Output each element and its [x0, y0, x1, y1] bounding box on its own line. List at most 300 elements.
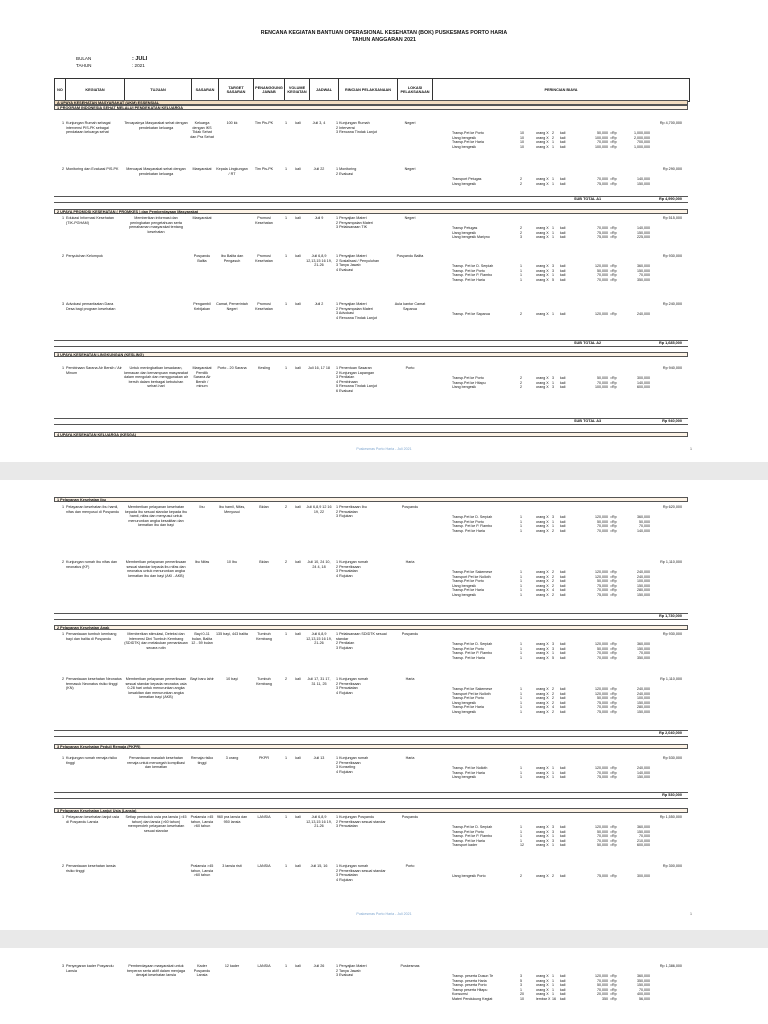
row-kegiatan: Pemantauan tumbuh kembang bayi dan balita di Posyandu	[66, 632, 117, 641]
row-satuan: kali	[295, 302, 301, 306]
cost-line	[452, 235, 682, 240]
row-jumlah: Rp 940,000	[662, 366, 682, 370]
cost-cell: 70,000	[597, 380, 608, 385]
cost-cell: Rp	[612, 651, 617, 656]
row-jadwal: Juli 6,8,9 12,13,15 16 19, 21-26	[306, 254, 332, 268]
cost-cell: 350,000	[637, 277, 650, 282]
cost-cell: Transp. Pet ke Haria	[452, 655, 485, 660]
cost-cell: Transp. peserta Dusun Te	[452, 974, 494, 978]
row-satuan: kali	[295, 505, 301, 509]
cost-cell: 1	[520, 987, 522, 992]
row-volume: 1	[284, 632, 288, 636]
cost-cell: Transp. Pet ke Porto	[452, 268, 485, 273]
col-jadwal: JADWAL	[310, 79, 339, 101]
cost-cell: 50,000	[597, 646, 608, 651]
cost-breakdown	[452, 131, 682, 149]
row-no: 2	[61, 864, 64, 868]
cost-cell: 50,000	[597, 131, 608, 135]
cost-cell: Rp	[612, 705, 617, 710]
cost-cell: 1	[552, 987, 554, 992]
row-jumlah: Rp 515,000	[662, 216, 682, 220]
row-tujuan: Tercapainya Masyarakat sehat dengan pendekatan keluarga	[124, 121, 188, 130]
cost-cell: Materi Pendukung Kegiat	[452, 996, 493, 1001]
cost-cell: 1	[520, 700, 522, 705]
row-pj: LANSIA	[257, 964, 271, 968]
cost-cell: Rp	[612, 838, 617, 843]
cost-cell: 1	[552, 177, 554, 181]
cost-cell: 1	[520, 770, 522, 775]
row-sasaran: Posyandu Balita	[193, 254, 211, 263]
row-lokasi: Posyandu	[401, 815, 419, 819]
subtotal-label: SUB TOTAL A2	[574, 341, 602, 345]
cost-cell: Rp	[612, 264, 617, 268]
cost-cell: orang X	[536, 312, 549, 316]
section-band: 2 UPAYA PROMOSI KESEHATAN ( PROMKES ) dan Pemberdayaan Masyarakat	[54, 209, 688, 214]
cost-cell: 1	[520, 838, 522, 843]
cost-cell: 1	[552, 140, 554, 145]
row-pj: Tim Pis-PK	[254, 121, 274, 125]
cost-cell: 1	[552, 230, 554, 235]
row-kegiatan: Kunjungan rumah ibu nifas dan neonatus (KF)	[66, 560, 118, 569]
row-lokasi: Negeri	[404, 216, 416, 220]
equals-sign: =	[610, 519, 613, 524]
cost-cell: Transp.Pet ke D. Serpiah	[452, 825, 493, 829]
cost-cell: Rp	[612, 570, 617, 574]
row-volume: 2	[284, 677, 288, 681]
cost-cell: 1	[520, 775, 522, 780]
cost-cell: Rp	[612, 691, 617, 696]
cost-cell: Rp	[612, 978, 617, 983]
rincian-item: 3 Rencana Tindak Lanjut	[336, 130, 377, 135]
cost-cell: 1,000,000	[634, 131, 650, 135]
cost-cell: 70,000	[597, 655, 608, 660]
cost-cell: kali	[560, 646, 566, 651]
row-sasaran: Keluarga dengan IKS Tidak Sehat dan Pra Sehat	[190, 121, 214, 139]
cost-cell: orang X	[536, 570, 549, 574]
cost-cell: 5	[552, 277, 554, 282]
cost-cell: 70,000	[597, 651, 608, 656]
cost-cell: kali	[560, 709, 566, 714]
equals-sign: =	[610, 579, 613, 584]
row-satuan: kali	[295, 216, 301, 220]
cost-cell: kali	[560, 987, 566, 992]
cost-cell: Transp. Pet ke D. Serpiah	[452, 264, 494, 268]
cost-line	[452, 145, 682, 150]
cost-cell: 140,000	[637, 528, 650, 533]
cost-cell: kali	[560, 273, 566, 278]
page-1	[0, 0, 768, 462]
row-satuan: kali	[295, 254, 301, 258]
row-jadwal: Juli 22	[313, 167, 325, 171]
cost-cell: Uang bengesik Porto	[452, 874, 486, 878]
equals-sign: =	[610, 687, 613, 691]
rincian-item: 2 Sosialisasi / Penyuluhan	[336, 258, 380, 263]
cost-cell: kali	[560, 515, 566, 519]
cost-line	[452, 656, 682, 661]
col-biaya: PERINCIAN BIAYA	[544, 87, 578, 92]
row-jadwal: Juli 15, 16	[310, 864, 328, 868]
cost-cell: 2	[552, 574, 554, 579]
row-sasaran: Pralansia >45 tahun, Lansia >60 tahun	[190, 815, 214, 829]
subtotal-row	[54, 196, 688, 203]
cost-breakdown	[452, 515, 682, 533]
cost-cell: Transp.Pet ke Porto	[452, 376, 484, 380]
cost-cell: Transp.Pet ke Porto	[452, 696, 484, 701]
cost-cell: 150,000	[637, 983, 650, 988]
row-satuan: kali	[295, 864, 301, 868]
cost-cell: Transp peserta Hitapu	[452, 987, 488, 992]
cost-cell: Transp.Pet ke Hitapu	[452, 380, 486, 385]
row-lokasi: Haria	[405, 560, 415, 564]
subtotal-row	[54, 418, 688, 425]
cost-cell: 280,000	[637, 588, 650, 593]
row-kegiatan: Pembinaan Sarana Air Bersih / Air Minum	[66, 366, 122, 375]
row-no: 1	[61, 632, 64, 636]
row-lokasi: Negeri	[404, 121, 416, 125]
row-lokasi: Porto	[405, 366, 415, 370]
cost-cell: 240,000	[637, 312, 650, 316]
row-no: 1	[61, 756, 64, 760]
cost-cell: 70,000	[597, 705, 608, 710]
cost-cell: 50,000	[597, 696, 608, 701]
cost-cell: 120,000	[595, 312, 608, 316]
cost-cell: kali	[560, 574, 566, 579]
cost-cell: kali	[560, 766, 566, 770]
rincian-item: 1 Penyajian Materi	[336, 964, 367, 968]
cost-cell: orang X	[536, 273, 549, 278]
row-no: 1	[61, 121, 64, 125]
cost-cell: 16	[552, 996, 556, 1001]
cost-cell: orang X	[536, 646, 549, 651]
row-sasaran: Bayi baru lahir	[190, 677, 214, 681]
cost-cell: Rp	[612, 230, 617, 235]
row-target: Ibu hamil, Nifas, Menyusui	[218, 505, 246, 514]
row-kegiatan: Penyegaran kader Posyandu Lansia	[66, 964, 114, 973]
row-kegiatan: Pelayanan kesehatan ibu hamil, nifas dan menyusui di Posyandu	[66, 505, 120, 514]
table-row	[54, 366, 688, 416]
row-pj: Promosi Kesehatan	[255, 302, 273, 311]
cost-cell: 120,000	[595, 974, 608, 978]
doc-subtitle: TAHUN ANGGARAN 2021	[352, 37, 416, 43]
cost-cell: Transport Pet ke Nolloth	[452, 691, 491, 696]
cost-cell: Rp	[612, 766, 617, 770]
cost-cell: orang X	[536, 524, 549, 529]
cost-cell: Uang bengesik	[452, 230, 476, 235]
equals-sign: =	[610, 230, 613, 235]
cost-cell: Transp. peserta Haria	[452, 978, 487, 983]
cost-cell: 1	[520, 705, 522, 710]
cost-cell: 150,000	[637, 268, 650, 273]
rincian-item: 3 Advokasi	[336, 311, 354, 316]
equals-sign: =	[610, 385, 613, 390]
cost-cell: kali	[560, 700, 566, 705]
cost-cell: kali	[560, 135, 566, 140]
cost-cell: 1	[552, 770, 554, 775]
cost-cell: 1	[552, 273, 554, 278]
cost-cell: 2	[552, 691, 554, 696]
col-kegiatan: KEGIATAN	[66, 79, 125, 101]
cost-cell: 350,000	[637, 655, 650, 660]
cost-cell: 1	[552, 380, 554, 385]
cost-cell: kali	[560, 519, 566, 524]
cost-cell: 50,000	[597, 579, 608, 584]
row-jadwal: Juli 6,8,9 12 16 19, 22	[306, 505, 332, 514]
row-lokasi: Porto	[405, 864, 415, 868]
cost-breakdown	[452, 825, 682, 848]
rincian-item: 5 Rencana Tindak Lanjut	[336, 384, 377, 389]
row-satuan: kali	[295, 632, 301, 636]
cost-cell: 150,000	[637, 829, 650, 834]
cost-cell: orang X	[536, 987, 549, 992]
cost-cell: Rp	[612, 829, 617, 834]
cost-cell: 4	[552, 705, 554, 710]
row-volume: 1	[284, 121, 288, 125]
cost-cell: 70,000	[597, 834, 608, 839]
cost-cell: 1	[552, 235, 554, 240]
equals-sign: =	[610, 874, 613, 878]
row-no: 1	[61, 815, 64, 819]
cost-cell: orang X	[536, 140, 549, 145]
section-band-1: 1 PROGRAM INDONESIA SEHAT MELALUI PENDEKATAN KELUARGA	[54, 105, 688, 110]
cost-cell: Transp. Pet ke Nolloth	[452, 766, 488, 770]
cost-cell: 2	[552, 579, 554, 584]
row-target: 3 orang	[225, 756, 239, 760]
cost-cell: 120,000	[595, 691, 608, 696]
page-number: 1	[690, 447, 692, 451]
row-sasaran: Masyarakat	[192, 216, 212, 220]
cost-cell: 350,000	[637, 978, 650, 983]
cost-breakdown	[452, 874, 682, 879]
cost-cell: 280,000	[637, 705, 650, 710]
col-pj: PENANGGUNG JAWAB	[254, 79, 285, 101]
row-no: 2	[61, 560, 64, 564]
cost-cell: kali	[560, 974, 566, 978]
cost-cell: orang X	[536, 588, 549, 593]
row-pj: PKPR	[258, 756, 270, 760]
cost-cell: orang X	[536, 687, 549, 691]
cost-cell: orang X	[536, 385, 549, 390]
cost-cell: kali	[560, 696, 566, 701]
cost-cell: 70,000	[597, 524, 608, 529]
equals-sign: =	[610, 524, 613, 529]
tahun-line	[76, 63, 145, 69]
cost-cell: kali	[560, 528, 566, 533]
cost-line	[452, 997, 682, 1002]
cost-cell: orang X	[536, 515, 549, 519]
cost-cell: orang X	[536, 574, 549, 579]
rincian-item: 3 Evaluasi	[336, 973, 354, 978]
row-lokasi: Haria	[405, 677, 415, 681]
row-tujuan: Memberikan stimulasi, Deteksi dan Intervensi Dini Tumbuh Kembang (SDIDTK) dan melakukan pemantauan secara rutin	[124, 632, 188, 650]
equals-sign: =	[610, 992, 613, 997]
cost-cell: 10	[520, 996, 524, 1001]
cost-cell: 2	[552, 592, 554, 597]
equals-sign: =	[610, 987, 613, 992]
cost-cell: Rp	[612, 312, 617, 316]
cost-cell: Transp.Pet ke Porto	[452, 579, 484, 584]
row-satuan: kali	[295, 366, 301, 370]
cost-cell: 3	[552, 385, 554, 390]
rincian-item: 1 Kunjungan Posyandu	[336, 815, 375, 819]
rincian-item: 2 Pemeriksaan	[336, 564, 361, 569]
cost-cell: Rp	[612, 655, 617, 660]
equals-sign: =	[610, 696, 613, 701]
cost-cell: 75,000	[597, 235, 608, 240]
bulan-label: BULAN	[76, 56, 92, 61]
cost-cell: kali	[560, 770, 566, 775]
rincian-item: 2 Pemeriksaan sesuai standar	[336, 868, 386, 873]
cost-cell: 1	[552, 843, 554, 848]
cost-cell: 140,000	[637, 226, 650, 230]
rincian-item: 1 Kunjungan rumah	[336, 864, 369, 868]
col-tujuan: TUJUAN	[125, 79, 192, 101]
equals-sign: =	[610, 177, 613, 181]
cost-cell: orang X	[536, 770, 549, 775]
rincian-item: 4 Evaluasi	[336, 267, 354, 272]
row-tujuan: Memberikan pelayanan kesehatan kepada ibu sesuai standar kepada ibu hamil, nifas dan menyusui untuk menurunkan angka kesakitan dan kematian ibu dan bayi	[124, 505, 188, 528]
cost-cell: Uang bengesik	[452, 385, 476, 390]
row-lokasi: Puskesmas	[400, 964, 420, 968]
row-kegiatan: Edukasi Informasi Kesehatan (TIK-PGHAM)	[66, 216, 114, 225]
cost-cell: 120,000	[595, 570, 608, 574]
row-lokasi: Negeri	[404, 167, 416, 171]
cost-cell: 75,000	[597, 874, 608, 878]
equals-sign: =	[610, 655, 613, 660]
cost-cell: orang X	[536, 642, 549, 646]
cost-cell: Rp	[612, 519, 617, 524]
page-3	[0, 948, 768, 1024]
cost-cell: 100,000	[595, 385, 608, 390]
cost-cell: Rp	[612, 843, 617, 848]
cost-cell: 360,000	[637, 264, 650, 268]
row-pj: Tumbuh Kembang	[256, 677, 272, 686]
row-sasaran: Masyarakat Pemilik Sarana Air Bersih / minum	[192, 366, 212, 389]
cost-cell: orang X	[536, 829, 549, 834]
rincian-item: 3 Rujukan	[336, 514, 353, 519]
row-satuan: kali	[295, 964, 301, 968]
row-jadwal: Juli 10, 24 10, 24 4, 18	[307, 560, 331, 569]
section-band: 2 Pelayanan Kesehatan Anak	[54, 625, 688, 630]
equals-sign: =	[610, 651, 613, 656]
cost-cell: 50,000	[597, 519, 608, 524]
row-tujuan: Pemberdayaan masyarakat untuk berperan serta aktif dalam menjaga derajat kesehatan lansia	[126, 964, 185, 978]
cost-cell: 350	[602, 996, 608, 1001]
tahun-label: TAHUN	[76, 63, 92, 68]
cost-cell: Rp	[612, 579, 617, 584]
row-lokasi: Posyandu	[401, 505, 419, 509]
cost-cell: kali	[560, 230, 566, 235]
cost-cell: 2	[520, 177, 522, 181]
cost-cell: orang X	[536, 992, 549, 997]
cost-cell: kali	[560, 651, 566, 656]
cost-breakdown	[452, 376, 682, 390]
section-band: 4 UPAYA KESEHATAN KELUARGA (KESGA)	[54, 432, 688, 437]
rincian-item: 3 Pelaksanaan TIK	[336, 225, 368, 230]
cost-cell: Rp	[612, 874, 617, 878]
cost-cell: Transport Petugas	[452, 177, 482, 181]
cost-cell: kali	[560, 874, 566, 878]
col-target: TARGET SASARAN	[219, 79, 254, 101]
cost-cell: 360,000	[637, 974, 650, 978]
cost-cell: Rp	[612, 775, 617, 780]
row-lokasi: Posyandu Balita	[396, 254, 424, 258]
row-target: Camat, Pemerintah Negeri	[216, 302, 248, 311]
row-volume: 2	[284, 560, 288, 564]
cost-cell: 100,000	[637, 696, 650, 701]
cost-cell: 1	[520, 592, 522, 597]
cost-cell: 50,000	[597, 376, 608, 380]
cost-cell: 75,000	[597, 230, 608, 235]
cost-cell: Rp	[612, 583, 617, 588]
rincian-item: 1 Monitoring	[336, 167, 357, 171]
row-pj: Promosi Kesehatan	[255, 254, 273, 263]
cost-cell: Rp	[612, 376, 617, 380]
cost-cell: orang X	[536, 528, 549, 533]
cost-cell: 3	[552, 376, 554, 380]
equals-sign: =	[610, 843, 613, 848]
equals-sign: =	[610, 574, 613, 579]
rincian-item: 3 Pencatatan	[336, 824, 358, 829]
cost-cell: orang X	[536, 380, 549, 385]
cost-cell: 4	[552, 588, 554, 593]
cost-cell: 10	[520, 131, 524, 135]
cost-cell: Uang bengesik Mariyno	[452, 235, 490, 240]
cost-cell: 2,000,000	[634, 135, 650, 140]
cost-line	[452, 843, 682, 848]
row-no: 2	[61, 254, 64, 258]
cost-cell: 1	[520, 709, 522, 714]
cost-cell: kali	[560, 312, 566, 316]
cost-cell: kali	[560, 775, 566, 780]
section-band: 3 Pelayanan Kesehatan Lanjut Usia (Lansia)	[54, 808, 688, 813]
cost-breakdown	[452, 570, 682, 598]
row-tujuan: Memberikan pelayanan pemeriksaan sesuai standar kepada ibu nifas dan neonatus untuk menurunkan angka kematian ibu dan bayi (AKI - AKB)	[125, 560, 187, 578]
row-jumlah: Rp 620,000	[662, 505, 682, 509]
cost-cell: Transp. Pet ke Haria	[452, 770, 485, 775]
cost-cell: Rp	[612, 144, 617, 149]
row-kegiatan: Pelayanan kesehatan lanjut usia di Posyandu Lansia	[66, 815, 120, 824]
cost-line	[452, 385, 682, 390]
col-no: NO	[55, 79, 66, 101]
rincian-item: 2 Penyampaian Materi	[336, 306, 373, 311]
cost-cell: 1	[552, 519, 554, 524]
cost-cell: 1	[552, 775, 554, 780]
cost-cell: 2	[552, 528, 554, 533]
cost-cell: 120,000	[595, 687, 608, 691]
cost-cell: kali	[560, 268, 566, 273]
cost-cell: orang X	[536, 181, 549, 186]
cost-cell: Transp. Pet ke Saparua	[452, 312, 490, 316]
cost-cell: kali	[560, 843, 566, 848]
cost-cell: 1	[520, 642, 522, 646]
cost-cell: kali	[560, 834, 566, 839]
cost-cell: 70,000	[597, 277, 608, 282]
equals-sign: =	[610, 144, 613, 149]
cost-cell: Transp.Pet ke Haria	[452, 588, 484, 593]
row-sasaran: Masyarakat	[192, 167, 212, 171]
row-target: 100 kk	[226, 121, 238, 125]
cost-cell: orang X	[536, 135, 549, 140]
cost-cell: 2	[552, 135, 554, 140]
cost-cell: 150,000	[637, 230, 650, 235]
row-target: 135 bayi, 443 balita	[216, 632, 248, 636]
row-target: 10 bayi	[226, 677, 238, 681]
row-satuan: kali	[295, 756, 301, 760]
equals-sign: =	[610, 709, 613, 714]
cost-cell: 150,000	[637, 646, 650, 651]
cost-cell: Rp	[612, 974, 617, 978]
cost-cell: kali	[560, 691, 566, 696]
